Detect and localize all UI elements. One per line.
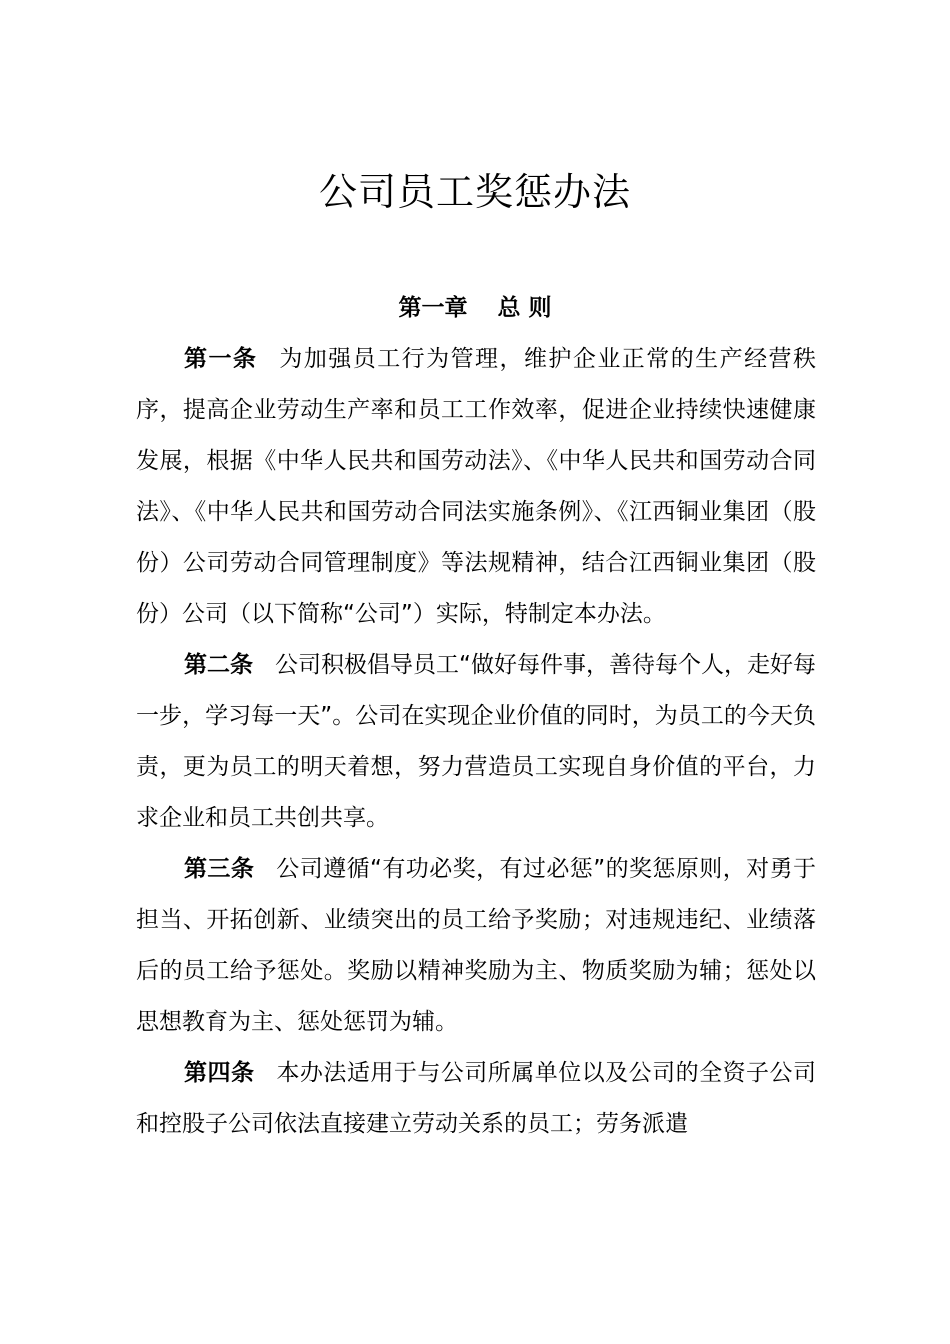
document-body: [136, 334, 816, 1150]
article-text: 为加强员工行为管理，维护企业正常的生产经营秩序，提高企业劳动生产率和员工工作效率，促进企业持续快速健康发展，根据《中华人民共和国劳动法》、《中华人民共和国劳动合同法》、《中华人民共和国劳动合同法实施条例》、《江西铜业集团（股份）公司劳动合同管理制度》等法规精神，结合江西铜业集团（股份）公司（以下简称“公司”）实际，特制定本办法。: [136, 346, 816, 627]
article-number: 第三条: [184, 856, 255, 882]
article-2: [136, 640, 816, 844]
article-4: [136, 1048, 816, 1150]
article-3: [136, 844, 816, 1048]
article-1: [136, 334, 816, 640]
article-number: 第一条: [184, 346, 258, 372]
article-text: 公司积极倡导员工“做好每件事，善待每个人，走好每一步，学习每一天”。公司在实现企业价值的同时，为员工的今天负责，更为员工的明天着想，努力营造员工实现自身价值的平台，力求企业和员工共创共享。: [136, 652, 817, 831]
document-title: 公司员工奖惩办法: [318, 170, 631, 214]
article-text: 公司遵循“有功必奖，有过必惩”的奖惩原则，对勇于担当、开拓创新、业绩突出的员工给予奖励；对违规违纪、业绩落后的员工给予惩处。奖励以精神奖励为主、物质奖励为辅；惩处以思想教育为主、惩处惩罚为辅。: [136, 856, 816, 1035]
chapter-number: 第一章: [398, 295, 468, 321]
article-number: 第二条: [184, 652, 254, 678]
chapter-name: 总 则: [497, 295, 552, 321]
article-number: 第四条: [184, 1060, 255, 1086]
chapter-heading: [0, 288, 950, 328]
article-text: 本办法适用于与公司所属单位以及公司的全资子公司和控股子公司依法直接建立劳动关系的员工；劳务派遣: [136, 1060, 817, 1137]
